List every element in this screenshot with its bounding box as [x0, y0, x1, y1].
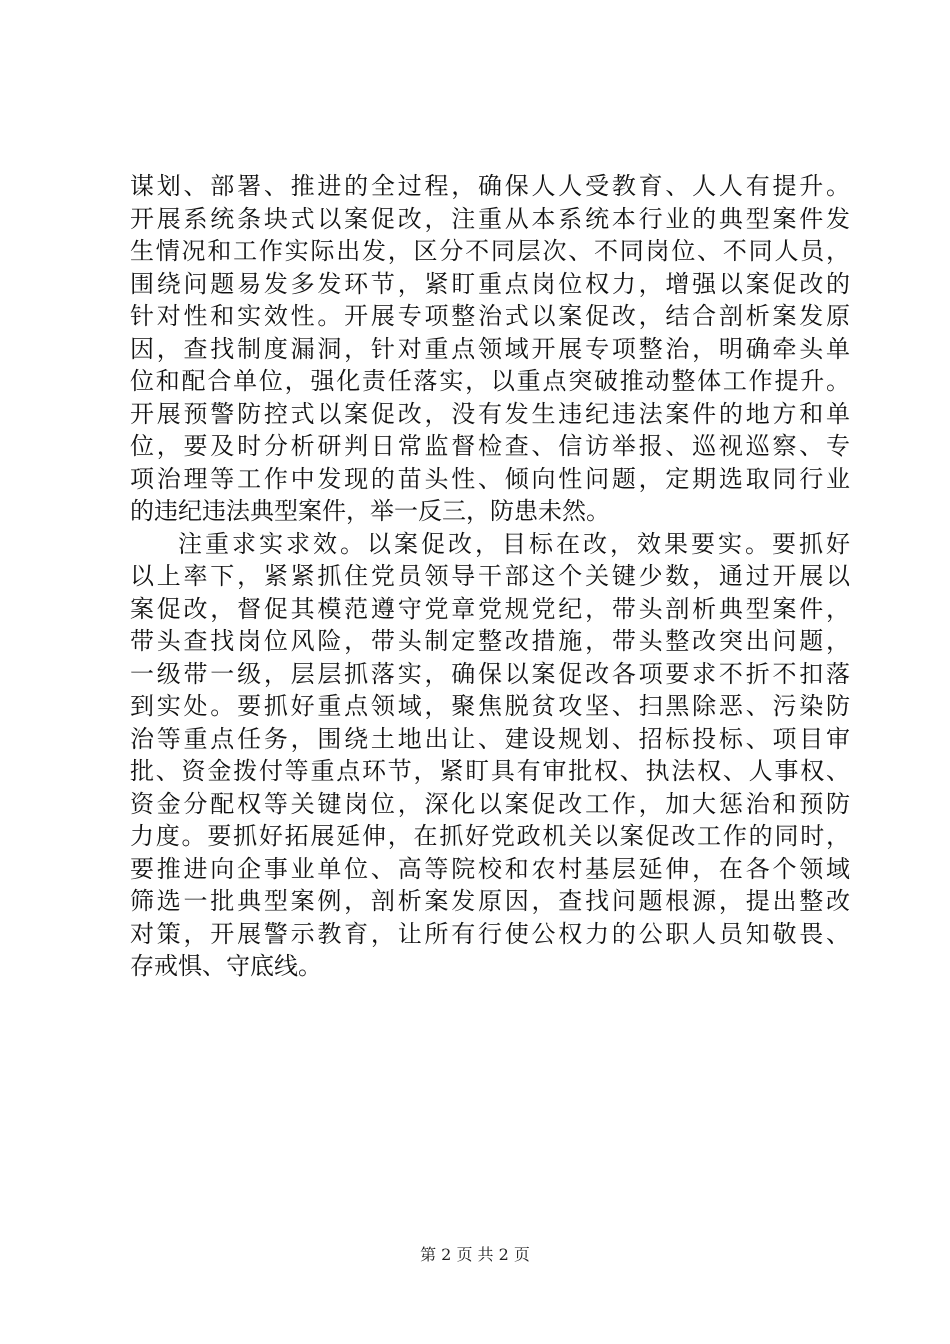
text-line: 注重求实求效。以案促改，目标在改，效果要实。要抓好 [178, 529, 850, 558]
text-line: 一级带一级，层层抓落实，确保以案促改各项要求不折不扣落 [130, 659, 850, 688]
text-line: 位和配合单位，强化责任落实，以重点突破推动整体工作提升。 [130, 367, 850, 395]
text-line: 力度。要抓好拓展延伸，在抓好党政机关以案促改工作的同时， [130, 822, 850, 850]
text-line: 生情况和工作实际出发，区分不同层次、不同岗位、不同人员， [130, 237, 850, 265]
text-line: 存戒惧、守底线。 [130, 952, 322, 980]
text-line: 开展系统条块式以案促改，注重从本系统本行业的典型案件发 [130, 204, 850, 233]
text-line: 对策，开展警示教育，让所有行使公权力的公职人员知敬畏、 [130, 919, 850, 948]
text-line: 项治理等工作中发现的苗头性、倾向性问题，定期选取同行业 [130, 464, 850, 493]
text-line: 因，查找制度漏洞，针对重点领域开展专项整治，明确牵头单 [130, 334, 850, 363]
text-line: 案促改，督促其模范遵守党章党规党纪，带头剖析典型案件， [130, 594, 850, 623]
text-line: 围绕问题易发多发环节，紧盯重点岗位权力，增强以案促改的 [130, 269, 850, 298]
text-line: 开展预警防控式以案促改，没有发生违纪违法案件的地方和单 [130, 399, 850, 428]
text-line: 资金分配权等关键岗位，深化以案促改工作，加大惩治和预防 [130, 789, 850, 818]
text-line: 要推进向企事业单位、高等院校和农村基层延伸，在各个领域 [130, 854, 850, 883]
text-line: 筛选一批典型案例，剖析案发原因，查找问题根源，提出整改 [130, 887, 850, 915]
text-line: 以上率下，紧紧抓住党员领导干部这个关键少数，通过开展以 [130, 562, 850, 590]
page-number: 第 2 页 共 2 页 [420, 1245, 530, 1264]
text-line: 带头查找岗位风险，带头制定整改措施，带头整改突出问题， [130, 627, 850, 655]
body-text [130, 170, 850, 983]
text-line: 治等重点任务，围绕土地出让、建设规划、招标投标、项目审 [130, 724, 850, 753]
text-line: 谋划、部署、推进的全过程，确保人人受教育、人人有提升。 [130, 172, 850, 200]
text-line: 批、资金拨付等重点环节，紧盯具有审批权、执法权、人事权、 [130, 757, 850, 785]
text-line: 到实处。要抓好重点领域，聚焦脱贫攻坚、扫黑除恶、污染防 [130, 692, 850, 720]
text-line: 位，要及时分析研判日常监督检查、信访举报、巡视巡察、专 [130, 432, 850, 460]
text-line: 的违纪违法典型案件，举一反三，防患未然。 [130, 497, 610, 525]
text-line: 针对性和实效性。开展专项整治式以案促改，结合剖析案发原 [130, 302, 850, 330]
